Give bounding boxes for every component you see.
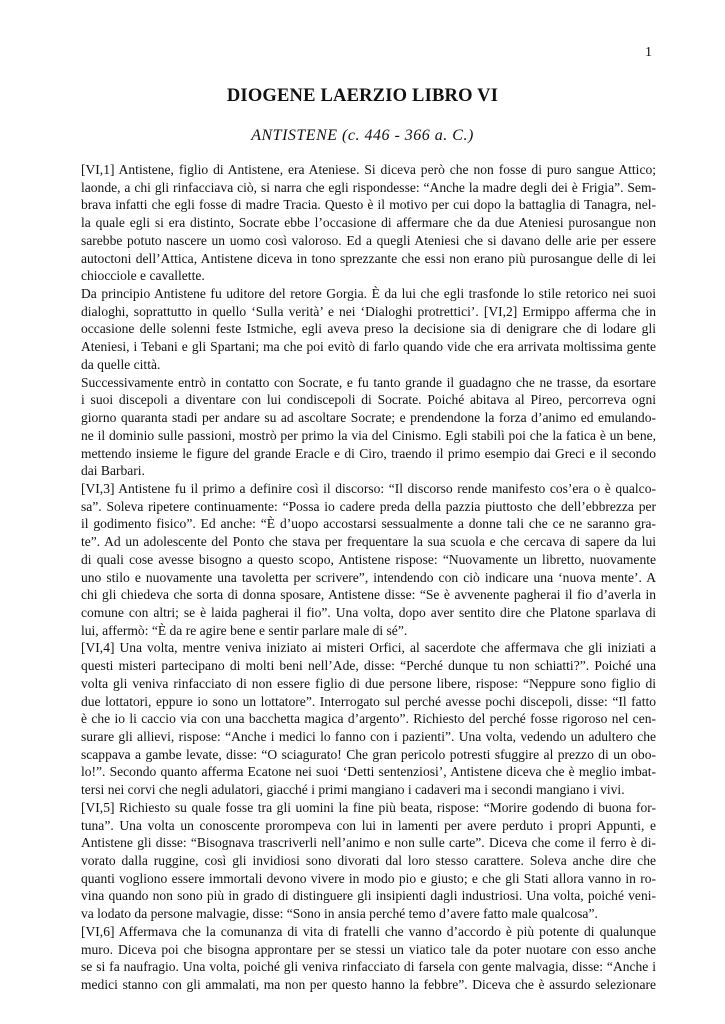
text-line: dialoghi, soprattutto in quello ‘Sulla verità’ e nei ‘Dialoghi protrettici’. [VI,2] Ermippo afferma che in bbox=[81, 303, 656, 319]
text-line: dai Barbari. bbox=[81, 463, 145, 479]
text-line: mettendo insieme le figure del grande Eracle e di Ciro, traendo il primo esempio dai Greci e il secondo bbox=[81, 445, 656, 461]
text-line: è che io li caccio via con una bacchetta magica d’argento”. Richiesto del perché fosse rigoroso nel cen- bbox=[81, 711, 656, 727]
text-line: te”. Ad un adolescente del Ponto che stava per frequentare la sua scuola e che cercava di sapere da lui bbox=[81, 534, 656, 550]
text-line: la quale egli si era distinto, Socrate ebbe l’occasione di affermare che da due Ateniesi purosangue non bbox=[81, 215, 656, 231]
text-line: tuna”. Una volta un conoscente prorompeva con lui in lamenti per avere perduto i propri Appunti, e bbox=[81, 817, 656, 833]
text-line: uno stilo e nuovamente una tavoletta per scrivere”, intendendo con ciò indicare una ‘nuova mente’. A bbox=[81, 569, 656, 585]
text-line: comune con altri; se è laida pagherai il fio”. Una volta, dopo aver sentito dire che Platone sparlava di bbox=[81, 604, 656, 620]
text-line: Antistene gli disse: “Bisognava trascriverli nell’animo e non sulle carte”. Diceva che come il ferro è di- bbox=[81, 835, 656, 851]
text-line: da quelle città. bbox=[81, 356, 161, 372]
text-line: muro. Diceva poi che bisogna approntare per se stessi un viatico tale da poter nuotare con esso anche bbox=[81, 941, 656, 957]
text-line: autoctoni dell’Attica, Antistene diceva in tono sprezzante che essi non erano più purosangue delle di lei bbox=[81, 250, 656, 266]
text-line: chiocciole e cavallette. bbox=[81, 268, 205, 284]
text-line: due lottatori, eppure io sono un lottatore”. Interrogato sul perché avesse pochi discepoli, disse: “Il fatto bbox=[81, 693, 656, 709]
text-line: quanti vogliono essere immortali devono vivere in modo pio e giusto; e che gli Stati allora vanno in ro- bbox=[81, 870, 656, 886]
text-line: laonde, a chi gli rinfacciava ciò, si narra che egli rispondesse: “Anche la madre degli dei è Frigia”. Sem- bbox=[81, 179, 656, 195]
text-line: Ateniesi, i Tebani e gli Spartani; ma che poi evitò di farlo quando vide che era arrivata moltissima gente bbox=[81, 339, 656, 355]
text-line: Successivamente entrò in contatto con Socrate, e fu tanto grande il guadagno che ne trasse, da esortare bbox=[81, 374, 656, 390]
text-line: chi gli chiedeva che sorta di donna sposare, Antistene disse: “Se è avvenente pagherai il fio d’averla in bbox=[81, 587, 656, 603]
text-line: vorato dalla ruggine, così gli invidiosi sono divorati dal loro stesso carattere. Soleva anche dire che bbox=[81, 853, 656, 869]
text-line: ne il dominio sulle passioni, mostrò per primo la via del Cinismo. Egli stabilì poi che la fatica è un bene, bbox=[81, 427, 656, 443]
page-title: DIOGENE LAERZIO LIBRO VI bbox=[226, 86, 499, 106]
text-line: lui, affermò: “È da re agire bene e sentir parlare male di sé”. bbox=[81, 622, 408, 638]
page-number: 1 bbox=[645, 45, 652, 60]
text-line: il godimento fisico”. Ed anche: “È d’uopo accostarsi sessualmente a donne tali che ce ne saranno gra- bbox=[81, 516, 656, 532]
text-line: [VI,4] Una volta, mentre veniva iniziato ai misteri Orfici, al sacerdote che affermava che gli iniziati a bbox=[81, 640, 656, 656]
text-line: occasione delle solenni feste Istmiche, egli aveva preso la decisione sia di denigrare che di lodare gli bbox=[81, 321, 656, 337]
text-line: [VI,5] Richiesto su quale fosse tra gli uomini la fine più beata, rispose: “Morire godendo di buona for- bbox=[81, 799, 656, 815]
text-line: questi misteri partecipano di molti beni nell’Ade, disse: “Perché dunque tu non schiatti?”. Poiché una bbox=[81, 658, 656, 674]
text-line: di quali cose avesse bisogno a questo scopo, Antistene rispose: “Nuovamente un libretto, nuovamente bbox=[81, 551, 656, 567]
text-line: se si fa naufragio. Una volta, poiché gli veniva rinfacciato di farsela con gente malvagia, disse: “Anche i bbox=[81, 959, 656, 975]
text-line: [VI,6] Affermava che la comunanza di vita di fratelli che vanno d’accordo è più potente di qualunque bbox=[81, 923, 656, 939]
text-line: [VI,3] Antistene fu il primo a definire così il discorso: “Il discorso rende manifesto cos’era o è qualco- bbox=[81, 480, 656, 496]
text-line: lo!”. Secondo quanto afferma Ecatone nei suoi ‘Detti sentenziosi’, Antistene diceva che è meglio imbat- bbox=[81, 764, 656, 780]
text-line: vina quando non sono più in grado di distinguere gli insipienti dagli industriosi. Una volta, poiché veni- bbox=[81, 888, 656, 904]
text-line: sa”. Soleva ripetere continuamente: “Possa io cadere preda della pazzia piuttosto che dell’ebbrezza per bbox=[81, 498, 656, 514]
text-line: volta gli veniva rinfacciato di non essere figlio di due persone libere, rispose: “Neppure sono figlio di bbox=[81, 675, 656, 691]
text-line: giorno quaranta stadi per andare su ad ascoltare Socrate; e prendendone la forza d’animo ed emulando- bbox=[81, 410, 656, 426]
text-line: brava infatti che egli fosse di madre Tracia. Questo è il motivo per cui dopo la battaglia di Tanagra, nel- bbox=[81, 197, 656, 213]
text-line: medici stanno con gli ammalati, ma non per questo hanno la febbre”. Diceva che è assurdo selezionare bbox=[81, 977, 656, 993]
text-line: va lodato da persone malvagie, disse: “Sono in ansia perché temo d’avere fatto male qualcosa”. bbox=[81, 906, 598, 922]
text-line: scappava a gambe levate, disse: “O sciagurato! Che gran pericolo potresti sfuggire al prezzo di un obo- bbox=[81, 746, 656, 762]
text-line: Da principio Antistene fu uditore del retore Gorgia. È da lui che egli trasfonde lo stile retorico nei suoi bbox=[81, 286, 656, 302]
text-line: [VI,1] Antistene, figlio di Antistene, era Ateniese. Si diceva però che non fosse di puro sangue Attico; bbox=[81, 162, 656, 177]
body-text bbox=[81, 161, 656, 994]
section-subtitle: ANTISTENE (c. 446 - 366 a. C.) bbox=[251, 127, 474, 144]
text-line: i suoi discepoli a diventare con lui condiscepoli di Socrate. Poiché abitava al Pireo, percorreva ogni bbox=[81, 392, 656, 408]
text-line: sarebbe potuto nascere un uomo così valoroso. Ed a quegli Ateniesi che si davano delle arie per essere bbox=[81, 232, 656, 248]
text-line: surare gli allievi, rispose: “Anche i medici lo fanno con i pazienti”. Una volta, vedendo un adultero che bbox=[81, 729, 656, 744]
text-line: tersi nei corvi che negli adulatori, giacché i primi mangiano i cadaveri ma i secondi mangiano i vivi. bbox=[81, 782, 625, 798]
